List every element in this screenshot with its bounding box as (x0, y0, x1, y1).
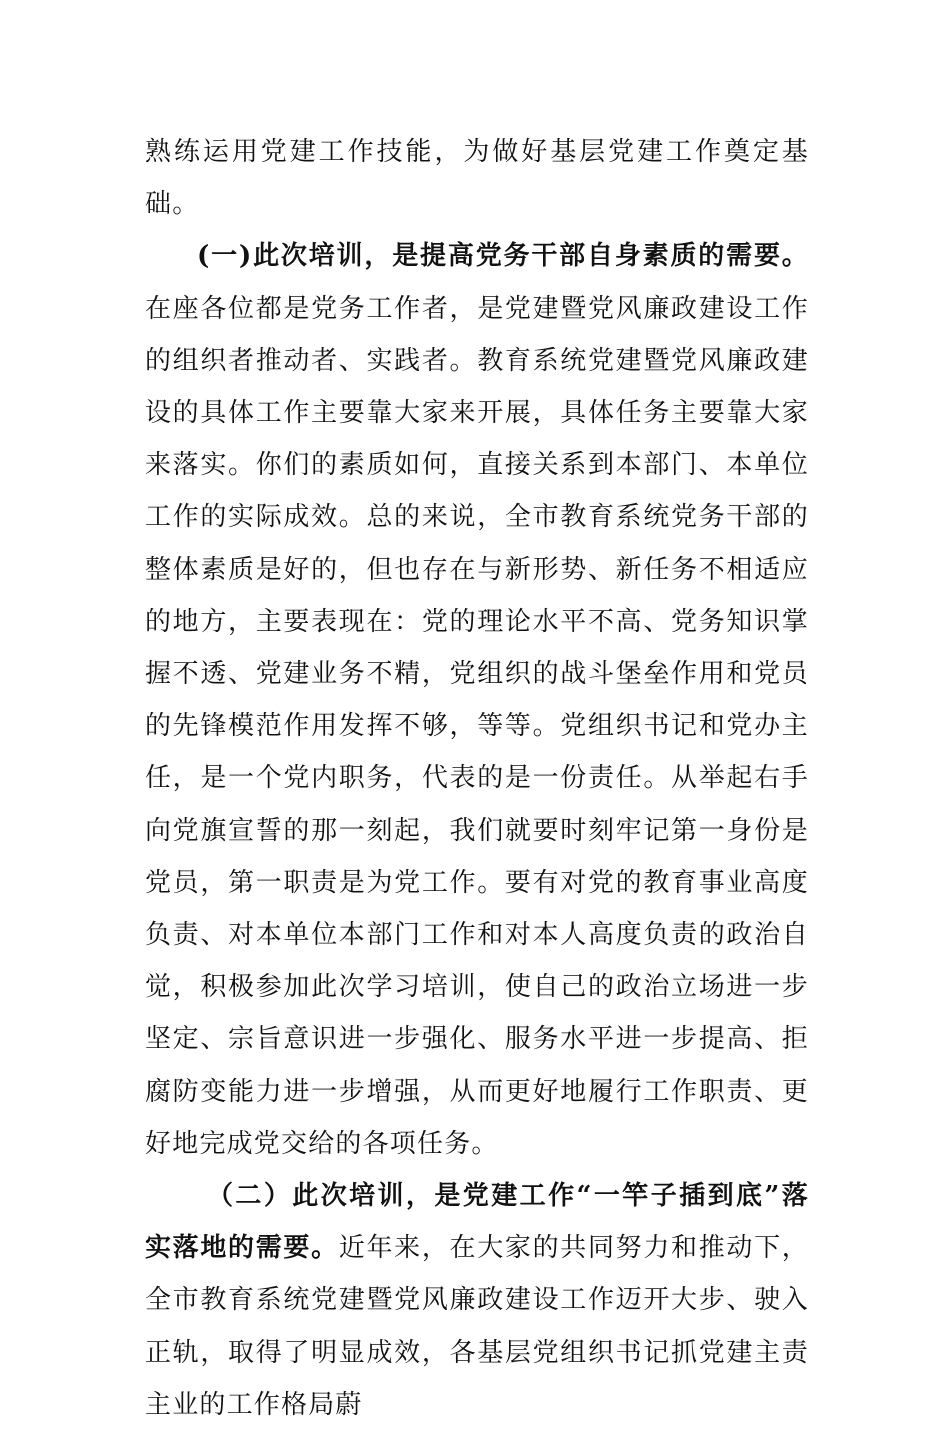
section-1-heading: (一)此次培训，是提高党务干部自身素质的需要。 (197, 241, 809, 272)
paragraph-text: 在座各位都是党务工作者，是党建暨党风廉政建设工作的组织者推动者、实践者。教育系统党建暨党风廉政建设的具体工作主要靠大家来开展，具体任务主要靠大家来落实。你们的素质如何，直接关系到本部门、本单位工作的实际成效。总的来说，全市教育系统党务干部的整体素质是好的，但也存在与新形势、新任务不相适应的地方，主要表现在：党的理论水平不高、党务知识掌握不透、党建业务不精，党组织的战斗堡垒作用和党员的先锋模范作用发挥不够，等等。党组织书记和党办主任，是一个党内职务，代表的是一份责任。从举起右手向党旗宣誓的那一刻起，我们就要时刻牢记第一身份是党员，第一职责是为党工作。要有对党的教育事业高度负责、对本单位本部门工作和对本人高度负责的政治自觉，积极参加此次学习培训，使自己的政治立场进一步坚定、宗旨意识进一步强化、服务水平进一步提高、拒腐防变能力进一步增强，从而更好地履行工作职责、更好地完成党交给的各项任务。 (145, 293, 809, 1159)
paragraph-text: 熟练运用党建工作技能，为做好基层党建工作奠定基础。 (145, 137, 809, 220)
document-body (145, 126, 809, 1431)
section-2-heading: （二）此次培训，是党建工作“一竿子插到底”落实落地的需要。 (145, 1181, 809, 1264)
paragraph-section-1 (145, 230, 809, 1170)
paragraph-text: 近年来，在大家的共同努力和推动下，全市教育系统党建暨党风廉政建设工作迈开大步、驶入正轨，取得了明显成效，各基层党组织书记抓党建主责主业的工作格局蔚 (145, 1233, 809, 1420)
paragraph-continuation (145, 126, 809, 230)
paragraph-section-2 (145, 1170, 809, 1431)
